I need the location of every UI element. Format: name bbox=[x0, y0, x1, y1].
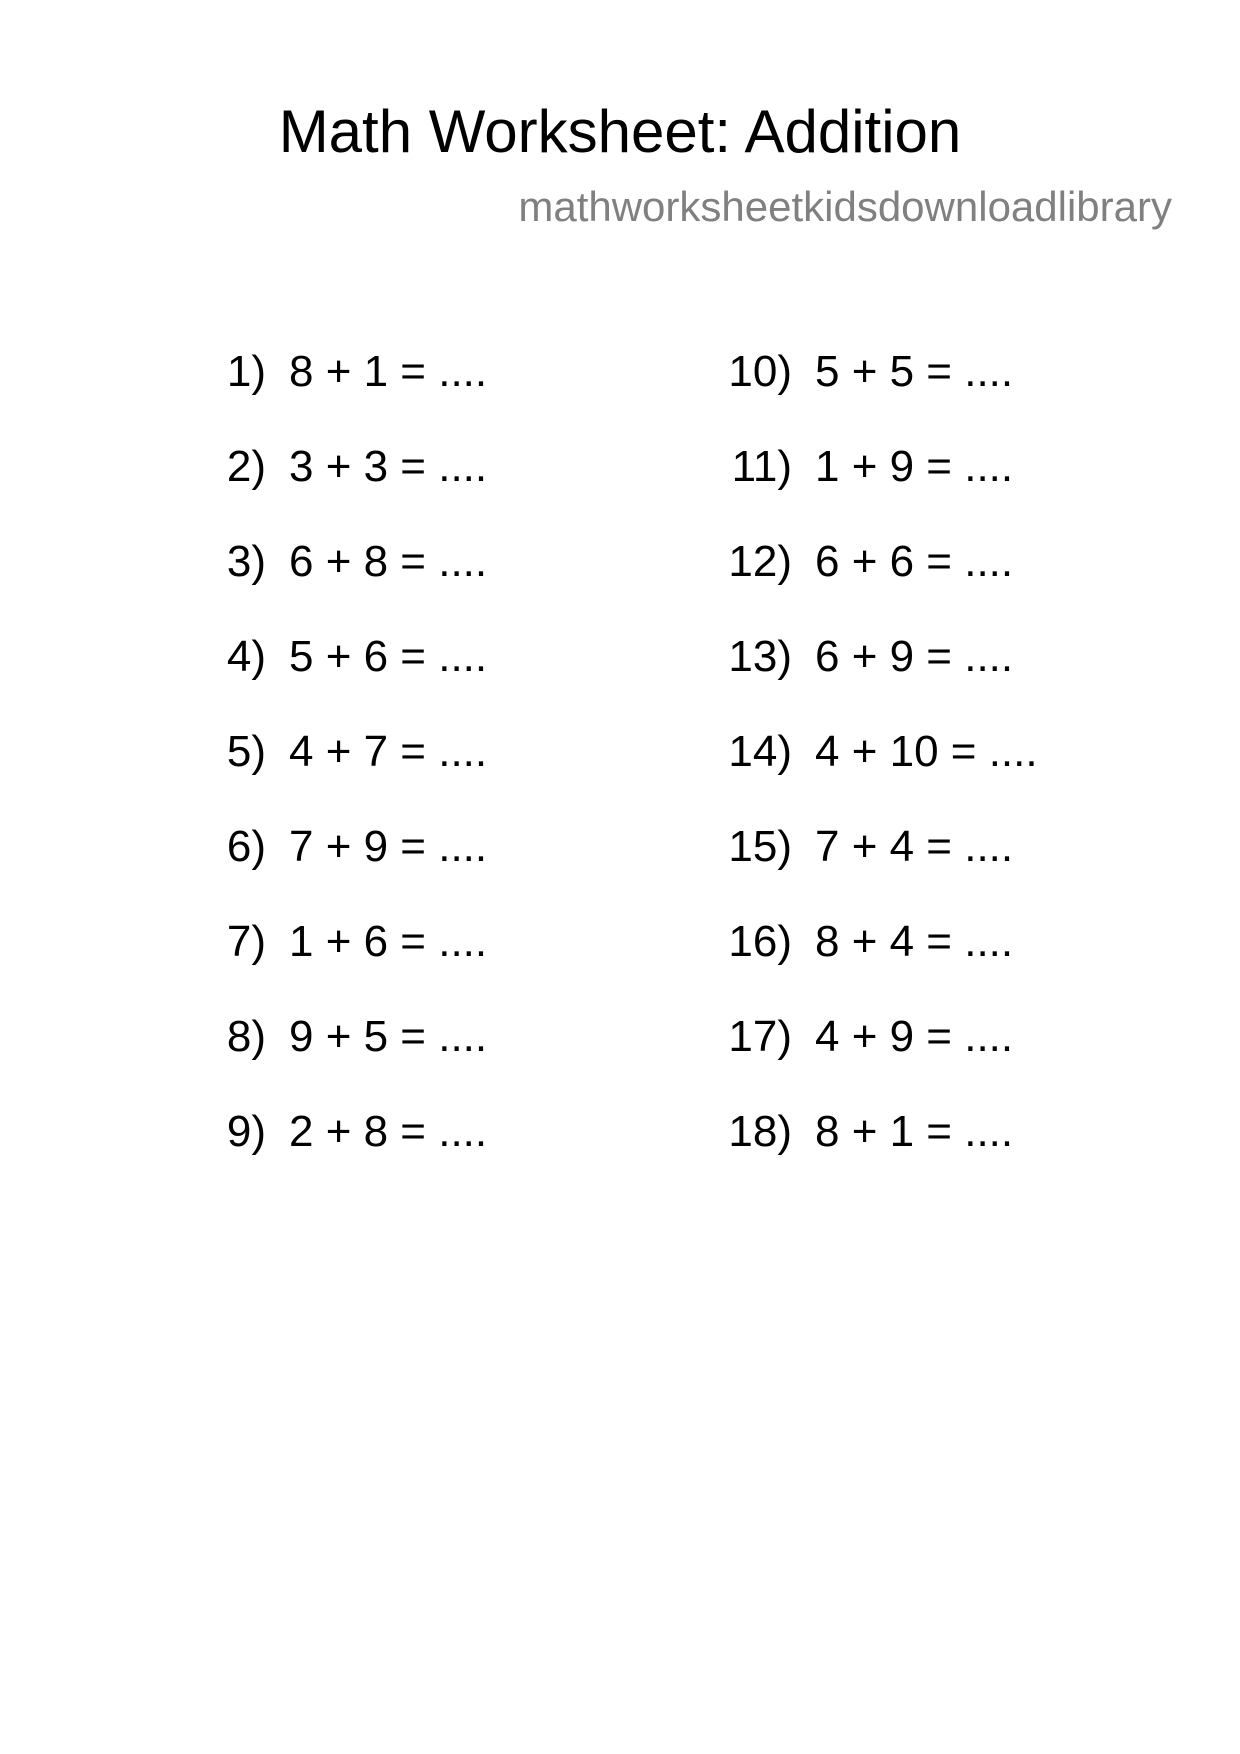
problem-item bbox=[702, 534, 1038, 629]
problem-item bbox=[200, 344, 487, 439]
problem-item bbox=[200, 1009, 487, 1104]
problem-expression: 4 + 10 = .... bbox=[815, 727, 1038, 776]
problem-item bbox=[702, 724, 1038, 819]
problem-expression: 9 + 5 = .... bbox=[289, 1012, 488, 1061]
problem-expression: 7 + 9 = .... bbox=[289, 822, 488, 871]
problem-expression: 6 + 9 = .... bbox=[815, 632, 1014, 681]
problem-number: 4) bbox=[226, 632, 266, 681]
problems-column-left bbox=[200, 344, 487, 1199]
worksheet-source: mathworksheetkidsdownloadlibrary bbox=[518, 183, 1172, 230]
problem-number: 8) bbox=[226, 1012, 266, 1061]
problem-expression: 5 + 6 = .... bbox=[289, 632, 488, 681]
problem-item bbox=[702, 819, 1038, 914]
problem-expression: 6 + 6 = .... bbox=[815, 537, 1014, 586]
problem-number: 1) bbox=[226, 347, 266, 396]
problem-number: 11) bbox=[731, 442, 792, 491]
problem-expression: 4 + 7 = .... bbox=[289, 727, 488, 776]
problem-expression: 7 + 4 = .... bbox=[815, 822, 1014, 871]
problem-item bbox=[200, 629, 487, 724]
problem-expression: 1 + 6 = .... bbox=[289, 917, 488, 966]
problem-number: 18) bbox=[728, 1107, 792, 1156]
problem-expression: 8 + 1 = .... bbox=[815, 1107, 1014, 1156]
problem-expression: 2 + 8 = .... bbox=[289, 1107, 488, 1156]
problem-item bbox=[702, 344, 1038, 439]
problem-number: 14) bbox=[728, 727, 792, 776]
problem-number: 9) bbox=[226, 1107, 266, 1156]
problem-number: 2) bbox=[226, 442, 266, 491]
problem-item bbox=[200, 439, 487, 534]
problem-number: 13) bbox=[728, 632, 792, 681]
problem-item bbox=[702, 1009, 1038, 1104]
problem-item bbox=[702, 914, 1038, 1009]
problem-number: 15) bbox=[728, 822, 792, 871]
worksheet-title: Math Worksheet: Addition bbox=[278, 98, 962, 165]
problem-item bbox=[702, 629, 1038, 724]
problem-expression: 1 + 9 = .... bbox=[815, 442, 1014, 491]
problem-expression: 5 + 5 = .... bbox=[815, 347, 1014, 396]
problem-expression: 3 + 3 = .... bbox=[289, 442, 488, 491]
problems-column-right bbox=[702, 344, 1038, 1199]
problem-number: 16) bbox=[728, 917, 792, 966]
problem-item bbox=[702, 439, 1038, 534]
problem-expression: 4 + 9 = .... bbox=[815, 1012, 1014, 1061]
problem-item bbox=[200, 724, 487, 819]
problem-expression: 6 + 8 = .... bbox=[289, 537, 488, 586]
problem-number: 17) bbox=[728, 1012, 792, 1061]
problem-expression: 8 + 1 = .... bbox=[289, 347, 488, 396]
problem-item bbox=[200, 914, 487, 1009]
problem-number: 10) bbox=[728, 347, 792, 396]
problem-number: 6) bbox=[226, 822, 266, 871]
problem-number: 3) bbox=[226, 537, 266, 586]
problem-item bbox=[702, 1104, 1038, 1199]
problem-number: 5) bbox=[226, 727, 266, 776]
problem-number: 12) bbox=[728, 537, 792, 586]
problem-item bbox=[200, 1104, 487, 1199]
problem-number: 7) bbox=[226, 917, 266, 966]
problem-expression: 8 + 4 = .... bbox=[815, 917, 1014, 966]
problem-item bbox=[200, 534, 487, 629]
problem-item bbox=[200, 819, 487, 914]
